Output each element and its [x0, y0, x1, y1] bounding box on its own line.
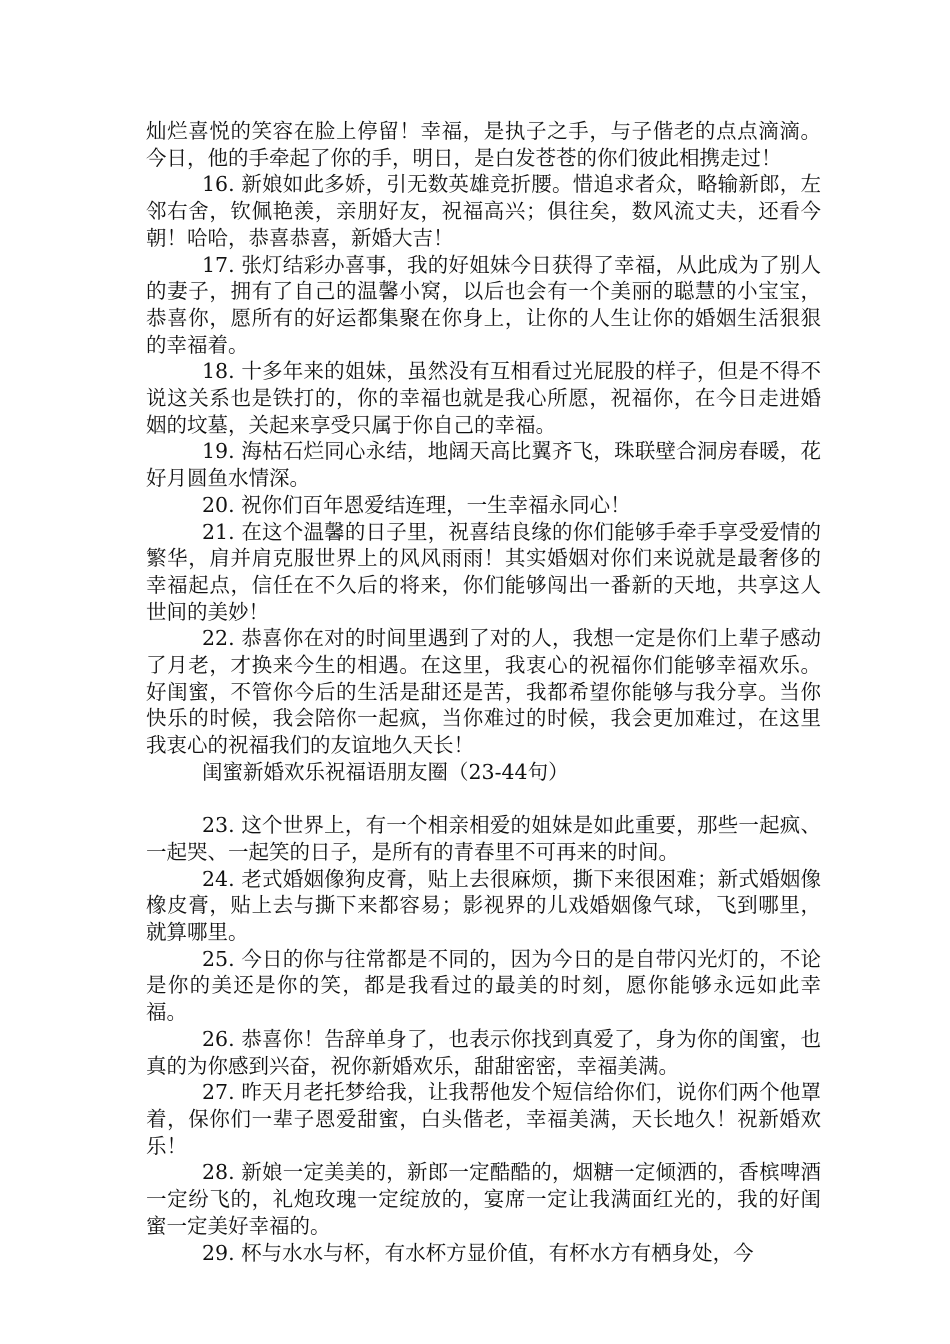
paragraph: 18. 十多年来的姐妹，虽然没有互相看过光屁股的样子，但是不得不说这关系也是铁打的，你的幸福也就是我心所愿，祝福你，在今日走进婚姻的坟墓，关起来享受只属于你自己的幸福。 [146, 359, 821, 437]
blank-line [146, 786, 821, 813]
paragraph: 22. 恭喜你在对的时间里遇到了对的人，我想一定是你们上辈子感动了月老，才换来今生的相遇。在这里，我衷心的祝福你们能够幸福欢乐。好闺蜜，不管你今后的生活是甜还是苦，我都希望你能够与我分享。当你快乐的时候，我会陪你一起疯，当你难过的时候，我会更加难过，在这里我衷心的祝福我们的友谊地久天长！ [146, 626, 821, 758]
section-heading: 闺蜜新婚欢乐祝福语朋友圈（23-44句） [202, 759, 569, 784]
paragraph: 16. 新娘如此多娇，引无数英雄竞折腰。惜追求者众，略输新郎，左邻右舍，钦佩艳羡，亲朋好友，祝福高兴；俱往矣，数风流丈夫，还看今朝！哈哈，恭喜恭喜，新婚大吉！ [146, 172, 821, 250]
paragraph: 27. 昨天月老托梦给我，让我帮他发个短信给你们，说你们两个他罩着，保你们一辈子恩爱甜蜜，白头偕老，幸福美满，天长地久！祝新婚欢乐！ [146, 1080, 821, 1158]
paragraph: 28. 新娘一定美美的，新郎一定酷酷的，烟糖一定倾洒的，香槟啤酒一定纷飞的，礼炮玫瑰一定绽放的，宴席一定让我满面红光的，我的好闺蜜一定美好幸福的。 [146, 1160, 821, 1238]
paragraph: 23. 这个世界上，有一个相亲相爱的姐妹是如此重要，那些一起疯、一起哭、一起笑的日子，是所有的青春里不可再来的时间。 [146, 813, 821, 864]
paragraph: 19. 海枯石烂同心永结，地阔天高比翼齐飞，珠联壁合洞房春暖，花好月圆鱼水情深。 [146, 439, 821, 491]
paragraph: 21. 在这个温馨的日子里，祝喜结良缘的你们能够手牵手享受爱情的繁华，肩并肩克服世界上的风风雨雨！其实婚姻对你们来说就是最奢侈的幸福起点，信任在不久后的将来，你们能够闯出一番新的天地，共享这人世间的美妙！ [146, 519, 821, 624]
paragraphs-before [146, 118, 821, 759]
paragraph: 17. 张灯结彩办喜事，我的好姐妹今日获得了幸福，从此成为了别人的妻子，拥有了自己的温馨小窝，以后也会有一个美丽的聪慧的小宝宝，恭喜你，愿所有的好运都集聚在你身上，让你的人生让你的婚姻生活狠狠的幸福着。 [146, 252, 821, 357]
paragraph: 灿烂喜悦的笑容在脸上停留！幸福，是执子之手，与子偕老的点点滴滴。今日，他的手牵起了你的手，明日，是白发苍苍的你们彼此相携走过！ [146, 119, 821, 170]
paragraphs-after [146, 812, 821, 1266]
document-page [146, 118, 821, 1266]
paragraph: 26. 恭喜你！告辞单身了，也表示你找到真爱了，身为你的闺蜜，也真的为你感到兴奋，祝你新婚欢乐，甜甜密密，幸福美满。 [146, 1026, 821, 1078]
paragraph: 20. 祝你们百年恩爱结连理，一生幸福永同心！ [202, 492, 631, 517]
paragraph: 24. 老式婚姻像狗皮膏，贴上去很麻烦，撕下来很困难；新式婚姻像橡皮膏，贴上去与撕下来都容易；影视界的儿戏婚姻像气球，飞到哪里，就算哪里。 [146, 866, 821, 945]
paragraph: 29. 杯与水水与杯，有水杯方显价值，有杯水方有栖身处，今 [202, 1240, 754, 1265]
paragraph: 25. 今日的你与往常都是不同的，因为今日的是自带闪光灯的，不论是你的美还是你的笑，都是我看过的最美的时刻，愿你能够永远如此幸福。 [146, 946, 821, 1025]
